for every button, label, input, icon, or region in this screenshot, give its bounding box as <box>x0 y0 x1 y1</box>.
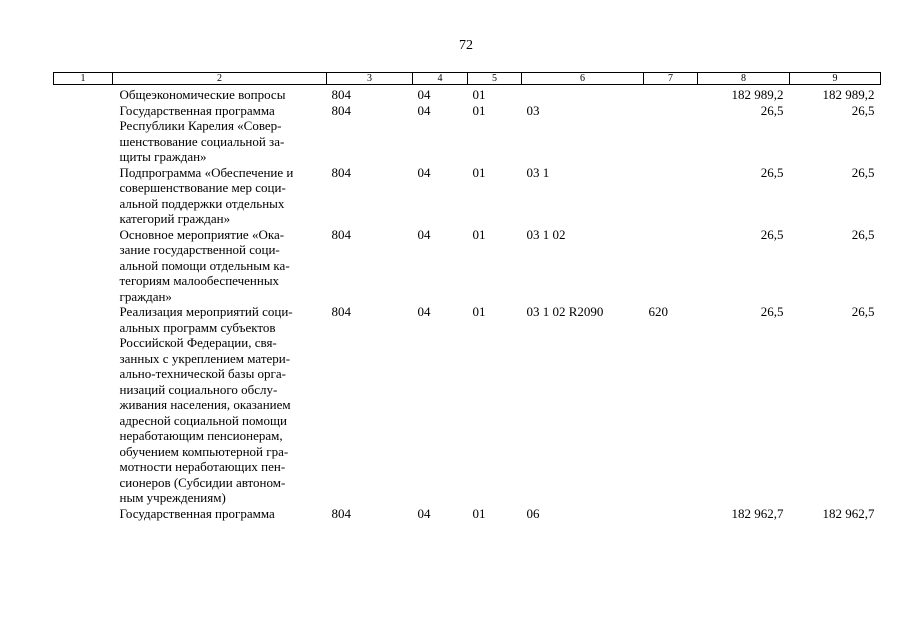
name-line: категорий граждан» <box>119 211 231 226</box>
cell-col-9: 26,5 <box>851 164 875 180</box>
name-line: неработающим пенсионерам, <box>119 428 283 443</box>
cell-col-7 <box>644 85 698 103</box>
cell-col-9: 26,5 <box>851 226 875 242</box>
cell-name: Общеэкономические вопросы <box>119 87 286 102</box>
table-row <box>54 165 881 227</box>
cell-col-9: 182 962,7 <box>822 505 875 521</box>
cell-col-1 <box>54 85 113 103</box>
cell-col-3: 804 <box>331 102 351 118</box>
cell-col-8: 182 989,2 <box>731 87 784 102</box>
name-line: живания населения, оказанием <box>119 397 291 412</box>
table-row <box>54 103 881 165</box>
cell-col-5: 01 <box>472 102 486 118</box>
header-col-5: 5 <box>468 73 522 85</box>
cell-col-8: 182 962,7 <box>731 505 784 521</box>
name-line: тегориям малообеспеченных <box>119 273 280 288</box>
name-line: Российской Федерации, свя- <box>119 335 277 350</box>
name-line: Государственная программа <box>119 102 275 118</box>
table-row <box>54 506 881 522</box>
cell-col-1 <box>54 304 113 506</box>
name-line: ным учреждениям) <box>119 490 226 505</box>
cell-col-8: 26,5 <box>760 226 784 242</box>
name-line: Реализация мероприятий соци- <box>119 304 293 319</box>
cell-col-1 <box>54 165 113 227</box>
cell-col-8: 26,5 <box>760 164 784 180</box>
name-line: ально-технической базы орга- <box>119 366 286 381</box>
cell-col-5: 01 <box>472 164 486 180</box>
name-line: сионеров (Субсидии автоном- <box>119 474 286 490</box>
name-line: обучением компьютерной гра- <box>119 443 289 459</box>
header-col-2: 2 <box>113 73 327 85</box>
cell-col-8: 26,5 <box>760 102 784 118</box>
cell-col-7 <box>644 227 698 305</box>
name-line: адресной социальной помощи <box>119 412 287 428</box>
cell-name <box>113 304 327 506</box>
name-line: щиты граждан» <box>119 149 207 164</box>
cell-col-4: 04 <box>417 226 431 242</box>
name-line: Подпрограмма «Обеспечение и <box>119 164 294 180</box>
name-line: совершенствование мер соци- <box>119 180 286 195</box>
name-line: альной помощи отдельным ка- <box>119 257 290 273</box>
cell-col-1 <box>54 227 113 305</box>
cell-col-7 <box>644 165 698 227</box>
cell-col-3: 804 <box>331 164 351 180</box>
header-row <box>54 73 881 85</box>
cell-col-4: 04 <box>417 505 431 521</box>
cell-col-7 <box>644 506 698 522</box>
header-col-6: 6 <box>522 73 644 85</box>
name-line: занных с укреплением матери- <box>119 350 291 366</box>
cell-col-4: 04 <box>417 102 431 118</box>
cell-col-4: 04 <box>417 87 431 102</box>
cell-col-9: 182 989,2 <box>822 87 875 102</box>
table-row <box>54 85 881 103</box>
table-row <box>54 227 881 305</box>
cell-name: Государственная программа <box>119 505 275 521</box>
page-number: 72 <box>459 38 473 53</box>
header-col-9: 9 <box>790 73 881 85</box>
cell-col-6: 03 <box>526 102 540 118</box>
cell-col-9: 26,5 <box>851 304 875 319</box>
cell-col-9: 26,5 <box>851 102 875 118</box>
cell-name <box>113 103 327 165</box>
cell-col-5: 01 <box>472 87 486 102</box>
name-line: альной поддержки отдельных <box>119 195 285 211</box>
cell-col-3: 804 <box>331 304 351 319</box>
table-body <box>54 85 881 522</box>
name-line: Основное мероприятие «Ока- <box>119 226 285 242</box>
table-header <box>54 73 881 85</box>
cell-col-1 <box>54 506 113 522</box>
cell-col-6: 03 1 02 R2090 <box>526 304 604 319</box>
cell-col-5: 01 <box>472 226 486 242</box>
cell-col-4: 04 <box>417 304 431 319</box>
header-col-8: 8 <box>698 73 790 85</box>
cell-col-6: 03 1 <box>526 164 550 180</box>
name-line: шенствование социальной за- <box>119 133 285 149</box>
name-line: низаций социального обслу- <box>119 381 278 397</box>
cell-col-1 <box>54 103 113 165</box>
header-col-7: 7 <box>644 73 698 85</box>
cell-col-3: 804 <box>331 505 351 521</box>
header-col-1: 1 <box>54 73 113 85</box>
name-line: зание государственной соци- <box>119 242 280 257</box>
table-row <box>54 304 881 506</box>
cell-col-8: 26,5 <box>760 304 784 319</box>
cell-col-3: 804 <box>331 87 351 102</box>
cell-col-3: 804 <box>331 226 351 242</box>
budget-table <box>53 72 881 521</box>
header-col-4: 4 <box>413 73 468 85</box>
name-line: мотности неработающих пен- <box>119 459 286 474</box>
cell-col-6: 06 <box>526 505 540 521</box>
cell-col-7 <box>644 103 698 165</box>
name-line: альных программ субъектов <box>119 319 276 335</box>
cell-col-6 <box>522 85 644 103</box>
cell-name <box>113 165 327 227</box>
cell-col-4: 04 <box>417 164 431 180</box>
name-line: Республики Карелия «Совер- <box>119 118 282 133</box>
header-col-3: 3 <box>327 73 413 85</box>
cell-name <box>113 227 327 305</box>
cell-col-7: 620 <box>648 304 668 319</box>
cell-col-5: 01 <box>472 304 486 319</box>
name-line: граждан» <box>119 288 172 304</box>
cell-col-6: 03 1 02 <box>526 226 566 242</box>
cell-col-5: 01 <box>472 505 486 521</box>
